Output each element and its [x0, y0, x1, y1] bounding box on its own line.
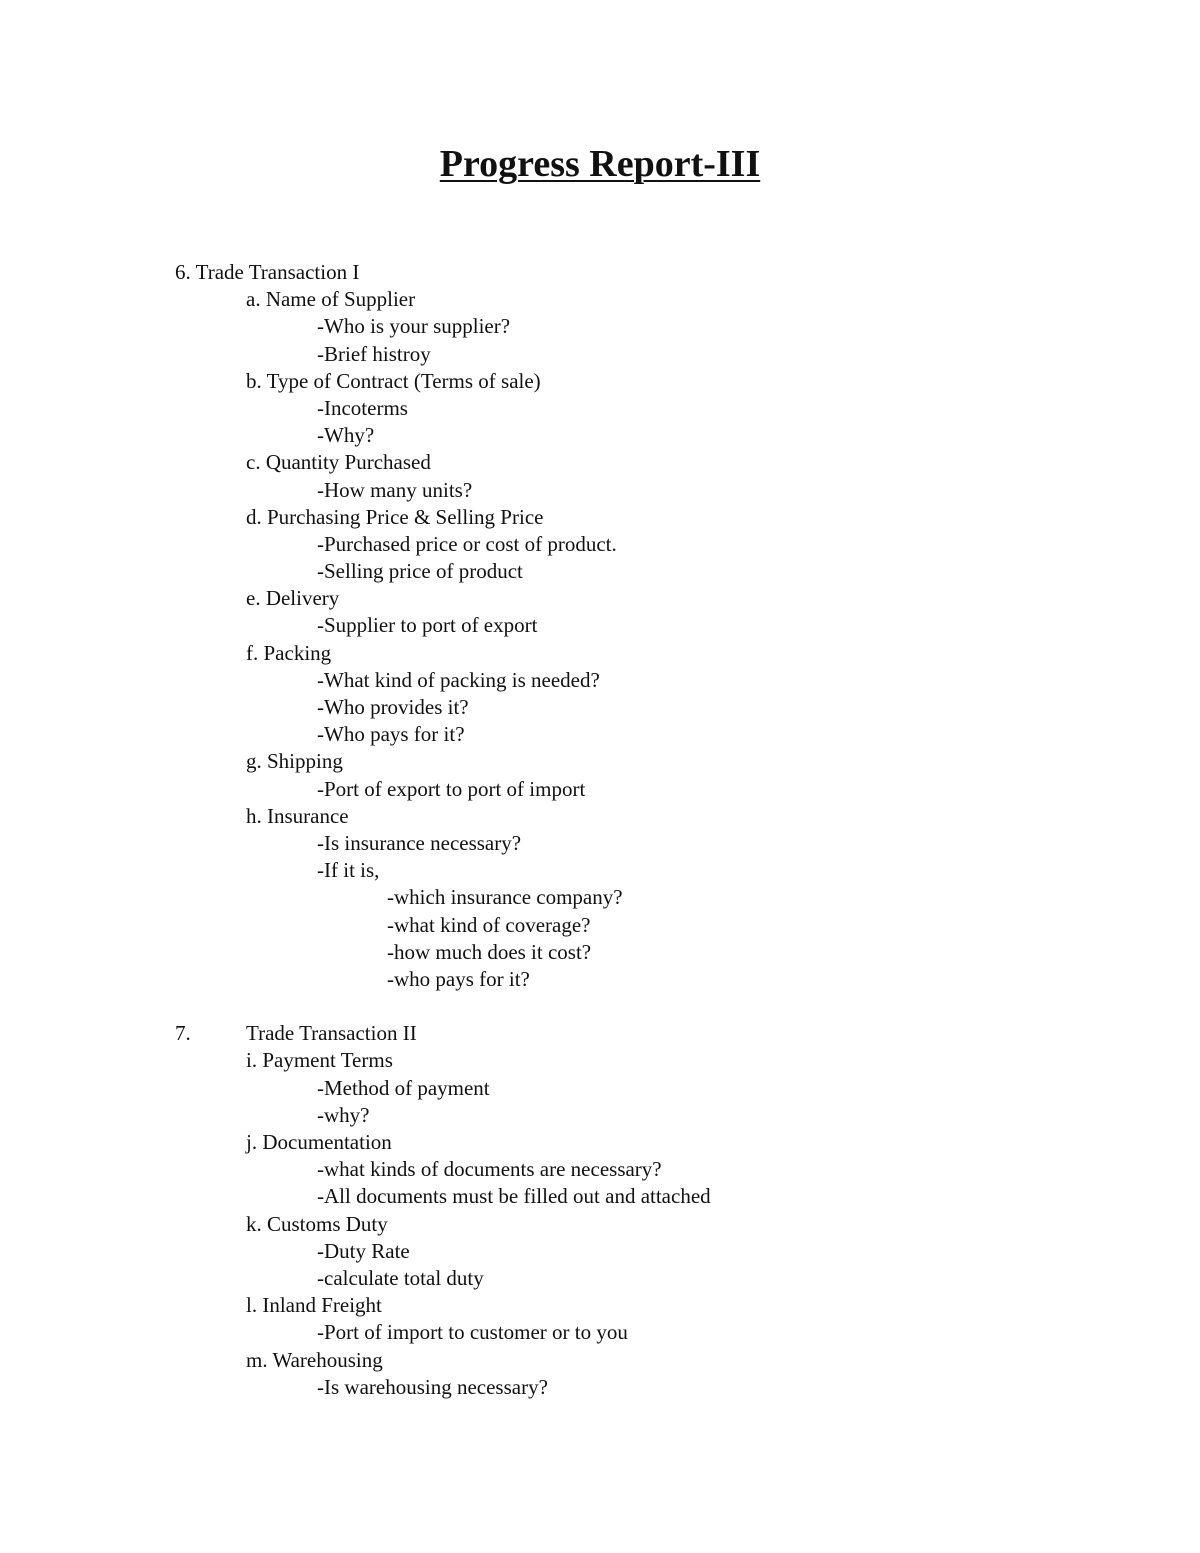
item-h: h. Insurance	[246, 803, 349, 828]
item-a: a. Name of Supplier	[246, 287, 416, 312]
item-b: b. Type of Contract (Terms of sale)	[246, 368, 541, 393]
section-7-heading	[0, 1020, 1200, 1047]
spacer	[0, 993, 1200, 1020]
list-item: -how much does it cost?	[387, 939, 592, 964]
list-item: -If it is,	[317, 858, 380, 883]
list-item: -Incoterms	[317, 395, 408, 420]
list-item: -Is insurance necessary?	[317, 830, 522, 855]
section-7-title: Trade Transaction II	[246, 1021, 417, 1046]
list-item: -Selling price of product	[317, 559, 523, 584]
list-item: -Who pays for it?	[317, 722, 465, 747]
outline	[0, 259, 1200, 1401]
list-item: -Brief histroy	[317, 341, 431, 366]
list-item: -Port of export to port of import	[317, 776, 586, 801]
item-i: i. Payment Terms	[246, 1048, 393, 1073]
list-item: -what kind of coverage?	[387, 912, 591, 937]
item-e: e. Delivery	[246, 586, 340, 611]
section-7-number: 7.	[175, 1021, 191, 1046]
list-item: -what kinds of documents are necessary?	[317, 1157, 662, 1182]
list-item: -What kind of packing is needed?	[317, 667, 600, 692]
list-item: -How many units?	[317, 477, 473, 502]
list-item: -Supplier to port of export	[317, 613, 538, 638]
list-item: -Is warehousing necessary?	[317, 1374, 548, 1399]
page-title-text: Progress Report-III	[439, 143, 761, 185]
item-g: g. Shipping	[246, 749, 343, 774]
item-k: k. Customs Duty	[246, 1211, 388, 1236]
item-j: j. Documentation	[246, 1130, 392, 1154]
list-item: -Purchased price or cost of product.	[317, 531, 617, 556]
list-item: -Method of payment	[317, 1075, 490, 1100]
list-item: -who pays for it?	[387, 966, 530, 991]
list-item: -which insurance company?	[387, 885, 623, 910]
item-d: d. Purchasing Price & Selling Price	[246, 504, 544, 529]
section-6-heading: 6. Trade Transaction I	[175, 260, 360, 284]
list-item: -Port of import to customer or to you	[317, 1320, 628, 1345]
item-c: c. Quantity Purchased	[246, 450, 431, 475]
item-m: m. Warehousing	[246, 1347, 383, 1372]
page-title	[0, 141, 1200, 187]
list-item: -why?	[317, 1102, 370, 1127]
list-item: -calculate total duty	[317, 1265, 484, 1290]
list-item: -Who is your supplier?	[317, 314, 511, 339]
item-f: f. Packing	[246, 640, 332, 665]
list-item: -Duty Rate	[317, 1238, 410, 1263]
list-item: -Who provides it?	[317, 695, 469, 719]
item-l: l. Inland Freight	[246, 1293, 382, 1318]
list-item: -All documents must be filled out and attached	[317, 1184, 711, 1209]
list-item: -Why?	[317, 423, 375, 448]
